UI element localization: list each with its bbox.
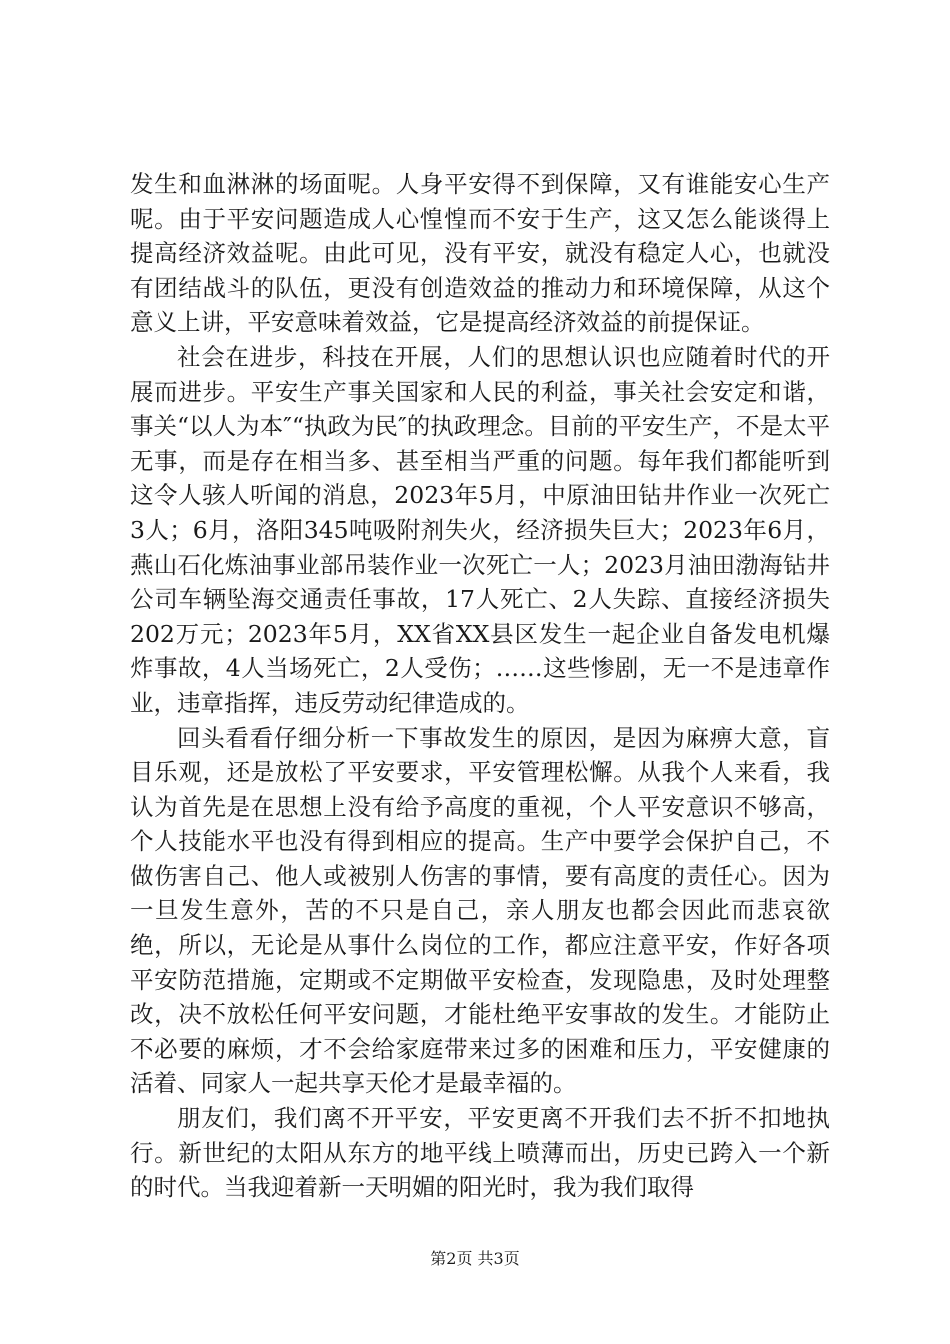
paragraph-2: 社会在进步，科技在开展，人们的思想认识也应随着时代的开展而进步。平安生产事关国家和人民的利益，事关社会安定和谐，事关“以人为本″“执政为民″的执政理念。目前的平安生产，不是太平无事，而是存在相当多、甚至相当严重的问题。每年我们都能听到这令人骇人听闻的消息，2023年5月，中原油田钻井作业一次死亡3人；6月，洛阳345吨吸附剂失火，经济损失巨大；2023年6月，燕山石化炼油事业部吊装作业一次死亡一人；2023月油田渤海钻井公司车辆坠海交通责任事故，17人死亡、2人失踪、直接经济损失202万元；2023年5月，XX省XX县区发生一起企业自备发电机爆炸事故，4人当场死亡，2人受伤；……这些惨剧，无一不是违章作业，违章指挥，违反劳动纪律造成的。	[130, 342, 830, 717]
paragraph-3: 回头看看仔细分析一下事故发生的原因，是因为麻痹大意，盲目乐观，还是放松了平安要求，平安管理松懈。从我个人来看，我认为首先是在思想上没有给予高度的重视，个人平安意识不够高，个人技能水平也没有得到相应的提高。生产中要学会保护自己，不做伤害自己、他人或被别人伤害的事情，要有高度的责任心。因为一旦发生意外，苦的不只是自己，亲人朋友也都会因此而悲哀欲绝，所以，无论是从事什么岗位的工作，都应注意平安，作好各项平安防范措施，定期或不定期做平安检查，发现隐患，及时处理整改，决不放松任何平安问题，才能杜绝平安事故的发生。才能防止不必要的麻烦，才不会给家庭带来过多的困难和压力，平安健康的活着、同家人一起共享天伦才是最幸福的。	[130, 723, 830, 1098]
paragraph-4: 朋友们，我们离不开平安，平安更离不开我们去不折不扣地执行。新世纪的太阳从东方的地平线上喷薄而出，历史已跨入一个新的时代。当我迎着新一天明媚的阳光时，我为我们取得	[130, 1104, 830, 1202]
page-number-footer: 第2页 共3页	[430, 1249, 520, 1268]
paragraph-1: 发生和血淋淋的场面呢。人身平安得不到保障，又有谁能安心生产呢。由于平安问题造成人心惶惶而不安于生产，这又怎么能谈得上提高经济效益呢。由此可见，没有平安，就没有稳定人心，也就没有团结战斗的队伍，更没有创造效益的推动力和环境保障，从这个意义上讲，平安意味着效益，它是提高经济效益的前提保证。	[130, 170, 830, 337]
document-body	[130, 167, 830, 1205]
